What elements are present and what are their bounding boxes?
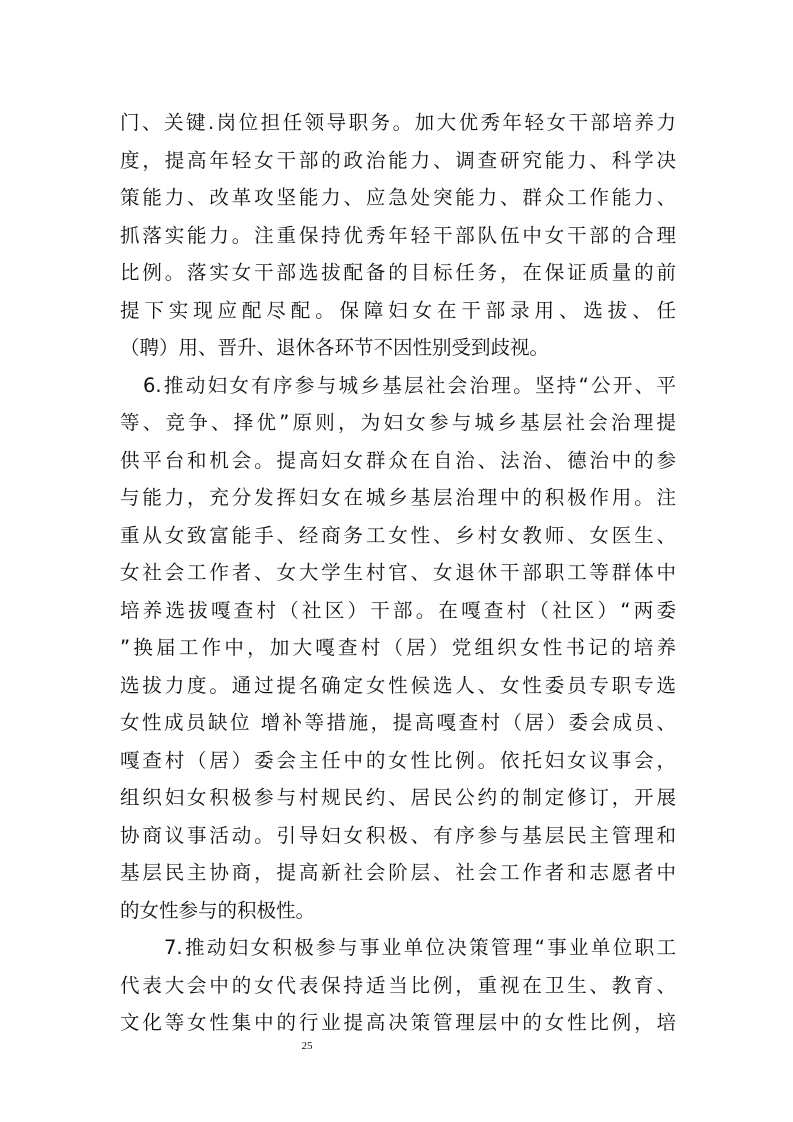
text-line: 组织妇女积极参与村规民约、居民公约的制定修订，开展 bbox=[120, 786, 676, 809]
paragraph-start-line: 7.推动妇女积极参与事业单位决策管理“事业单位职工 bbox=[164, 936, 676, 959]
text-line: 提下实现应配尽配。保障妇女在干部录用、选拔、任 bbox=[120, 298, 676, 322]
text-line: 培养选拔嘎查村（社区）干部。在嘎查村（社区）“两委 bbox=[120, 598, 676, 622]
text-line: 重从女致富能手、经商务工女性、乡村女教师、女医生、 bbox=[120, 523, 676, 547]
text-line: 协商议事活动。引导妇女积极、有序参与基层民主管理和 bbox=[120, 823, 676, 847]
text-line: 策能力、改革攻坚能力、应急处突能力、群众工作能力、 bbox=[120, 186, 676, 209]
text-line: 嘎查村（居）委会主任中的女性比例。依托妇女议事会， bbox=[120, 748, 676, 772]
text-line: 度，提高年轻女干部的政治能力、调查研究能力、科学决 bbox=[120, 148, 676, 172]
text-line: 抓落实能力。注重保持优秀年轻干部队伍中女干部的合理 bbox=[120, 223, 676, 247]
text-line: 女社会工作者、女大学生村官、女退休干部职工等群体中 bbox=[120, 561, 676, 584]
text-line: 等、竞争、择优”原则，为妇女参与城乡基层社会治理提 bbox=[120, 411, 676, 434]
text-line: 女性成员缺位 增补等措施，提高嘎查村（居）委会成员、 bbox=[120, 711, 676, 734]
text-line: 门、关键.岗位担任领导职务。加大优秀年轻女干部培养力 bbox=[120, 111, 676, 134]
paragraph-start-line: 6.推动妇女有序参与城乡基层社会治理。坚持“公开、平 bbox=[143, 373, 676, 397]
text-line: 比例。落实女干部选拔配备的目标任务，在保证质量的前 bbox=[120, 261, 676, 284]
text-line: 基层民主协商，提高新社会阶层、社会工作者和志愿者中 bbox=[120, 861, 676, 884]
text-line: ”换届工作中，加大嘎查村（居）党组织女性书记的培养 bbox=[120, 636, 676, 659]
text-line: （聘）用、晋升、退休各环节不因性别受到歧视。 bbox=[120, 336, 550, 359]
text-line: 与能力，充分发挥妇女在城乡基层治理中的积极作用。注 bbox=[120, 486, 676, 509]
text-line: 代表大会中的女代表保持适当比例，重视在卫生、教育、 bbox=[120, 973, 676, 997]
text-line: 的女性参与的积极性。 bbox=[120, 898, 316, 922]
text-line: 文化等女性集中的行业提高决策管理层中的女性比例，培 bbox=[120, 1011, 676, 1034]
text-line: 供平台和机会。提高妇女群众在自治、法治、德治中的参 bbox=[120, 448, 676, 472]
page-number: 25 bbox=[301, 1040, 313, 1052]
text-line: 选拔力度。通过提名确定女性候选人、女性委员专职专选 bbox=[120, 673, 676, 697]
